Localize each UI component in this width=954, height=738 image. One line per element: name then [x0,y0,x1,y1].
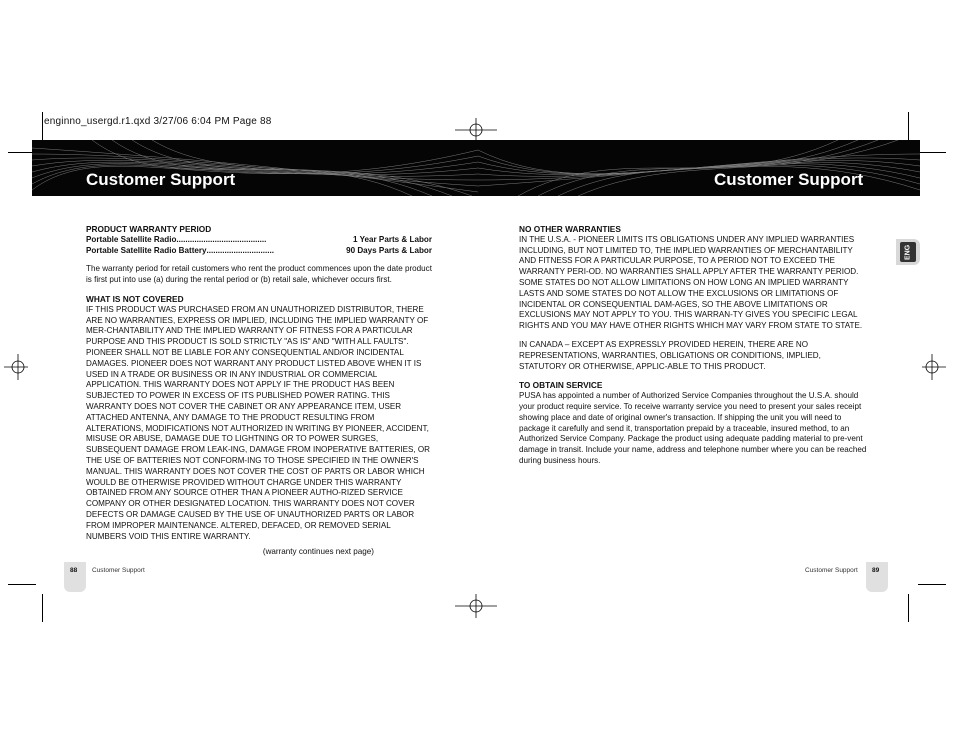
registration-mark-icon [4,354,28,380]
crop-mark [918,584,946,585]
right-header-banner [478,140,920,196]
warranty-line-radio [86,235,432,246]
right-page-title: Customer Support [714,170,864,189]
left-header-banner [32,140,478,196]
registration-mark-icon [455,118,497,142]
not-covered-paragraph: IF THIS PRODUCT WAS PURCHASED FROM AN UNAUTHORIZED DISTRIBUTOR, THERE ARE NO WARRANTIES, EXPRESS OR IMPLIED, INCLUDING THE IMPLIED WARRANTY OF MER-CHANTABILITY AND THE IMPLIED WARRANTY OF FITNESS FOR A PARTICULAR PURPOSE AND THIS PRODUCT IS SOLD STRICTLY "AS IS" AND "WITH ALL FAULTS". PIONEER SHALL NOT BE LIABLE FOR ANY CONSEQUENTIAL AND/OR INCIDENTAL DAMAGES. PIONEER DOES NOT WARRANT ANY PRODUCT LISTED ABOVE WHEN IT IS USED IN A TRADE OR BUSINESS OR IN ANY INDUSTRIAL OR COMMERCIAL APPLICATION. THIS WARRANTY DOES NOT APPLY IF THE PRODUCT HAS BEEN SUBJECTED TO POWER IN EXCESS OF ITS PUBLISHED POWER RATING. THIS WARRANTY DOES NOT COVER THE CABINET OR ANY APPEARANCE ITEM, USER ATTACHED ANTENNA, ANY DAMAGE TO THE PRODUCT RESULTING FROM ALTERATIONS, MODIFICATIONS NOT AUTHORIZED IN WRITING BY PIONEER, ACCIDENT, MISUSE OR ABUSE, DAMAGE DUE TO LIGHTNING OR TO POWER SURGES, SUBSEQUENT DAMAGE FROM LEAK-ING, DAMAGE FROM INOPERATIVE BATTERIES, OR THE USE OF BATTERIES NOT CONFORM-ING TO THOSE SPECIFIED IN THE OWNER'S MANUAL. THIS WARRANTY DOES NOT COVER THE COST OF PARTS OR LABOR WHICH WOULD BE OTHERWISE PROVIDED WITHOUT CHARGE UNDER THIS WARRANTY OBTAINED FROM ANY SOURCE OTHER THAN A PIONEER AUTHO-RIZED SERVICE COMPANY OR OTHER DESIGNATED LOCATION. THIS WARRANTY DOES NOT COVER DEFECTS OR DAMAGE CAUSED BY THE USE OF UNAUTHORIZED PARTS OR LABOR FROM IMPROPER MAINTENANCE. ALTERED, DEFACED, OR REMOVED SERIAL NUMBERS VOID THIS ENTIRE WARRANTY. [86,304,431,541]
warranty-line-value: 90 Days Parts & Labor [346,245,432,255]
language-tab [896,239,920,265]
crop-mark [918,152,946,153]
registration-mark-icon [922,354,946,380]
warranty-period-heading: PRODUCT WARRANTY PERIOD [86,224,212,234]
left-page-number: 88 [70,567,78,574]
registration-mark-icon [455,594,497,618]
obtain-service-heading: TO OBTAIN SERVICE [519,380,603,391]
warranty-line-value: 1 Year Parts & Labor [352,234,432,244]
canada-paragraph: IN CANADA – EXCEPT AS EXPRESSLY PROVIDED HEREIN, THERE ARE NO REPRESENTATIONS, WARRANTIES, OBLIGATIONS OR CONDITIONS, IMPLIED, STATUTORY OR OTHERWISE, APPLIC-ABLE TO THIS PRODUCT. [519,339,821,371]
leader-dots: .............................. [206,245,275,255]
left-column [86,224,432,558]
left-page-title: Customer Support [86,170,236,189]
left-footer-label: Customer Support [92,567,145,574]
obtain-service-paragraph: PUSA has appointed a number of Authorized Service Companies throughout the U.S.A. should your product require service. To receive warranty service you need to present your sales receipt showing place and date of original owner's transaction. If shipping the unit you will need to package it carefully and send it, transportation prepaid by a traceable, insured method, to an Authorized Service Company. Package the product using adequate padding material to pre-vent damage in transit. Include your name, address and telephone number where you can be reached during business hours. [519,391,867,465]
crop-mark [42,112,43,140]
crop-mark [908,594,909,622]
warranty-line-battery [86,246,432,257]
warranty-line-label: Portable Satellite Radio [86,234,177,244]
crop-mark [8,584,36,585]
not-covered-heading: WHAT IS NOT COVERED [86,293,184,304]
continues-note: (warranty continues next page) [262,547,374,557]
print-slug: enginno_usergd.r1.qxd 3/27/06 6:04 PM Page 88 [44,116,272,127]
warranty-line-label: Portable Satellite Radio Battery [86,245,207,255]
right-column [519,224,867,467]
right-footer-label: Customer Support [805,567,858,574]
language-tab-label: ENG [900,242,916,262]
no-other-warranties-heading: NO OTHER WARRANTIES [519,224,621,234]
rental-paragraph: The warranty period for retail customers who rent the product commences upon the date product is first put into use (a) during the rental period or (b) retail sale, whichever occurs first. [86,264,432,285]
crop-mark [908,112,909,140]
leader-dots: ........................................ [176,234,267,244]
right-page-number: 89 [872,567,880,574]
no-other-warranties-paragraph: IN THE U.S.A. - PIONEER LIMITS ITS OBLIGATIONS UNDER ANY IMPLIED WARRANTIES INCLUDING, BUT NOT LIMITED TO, THE IMPLIED WARRANTIES OF MERCHANTABILITY AND FITNESS FOR A PARTICULAR PURPOSE, TO A PERIOD NOT TO EXCEED THE WARRANTY PERI-OD. NO WARRANTIES SHALL APPLY AFTER THE WARRANTY PERIOD. SOME STATES DO NOT ALLOW LIMITATIONS ON HOW LONG AN IMPLIED WARRANTY LASTS AND SOME STATES DO NOT ALLOW THE EXCLUSIONS OR LIMITATIONS OF INCIDENTAL OR CONSEQUENTIAL DAM-AGES, SO THE ABOVE LIMITATIONS OR EXCLUSIONS MAY NOT APPLY TO YOU. THIS WARRAN-TY GIVES YOU SPECIFIC LEGAL RIGHTS AND YOU MAY HAVE OTHER RIGHTS WHICH MAY VARY FROM STATE TO STATE. [519,234,863,331]
crop-mark [42,594,43,622]
